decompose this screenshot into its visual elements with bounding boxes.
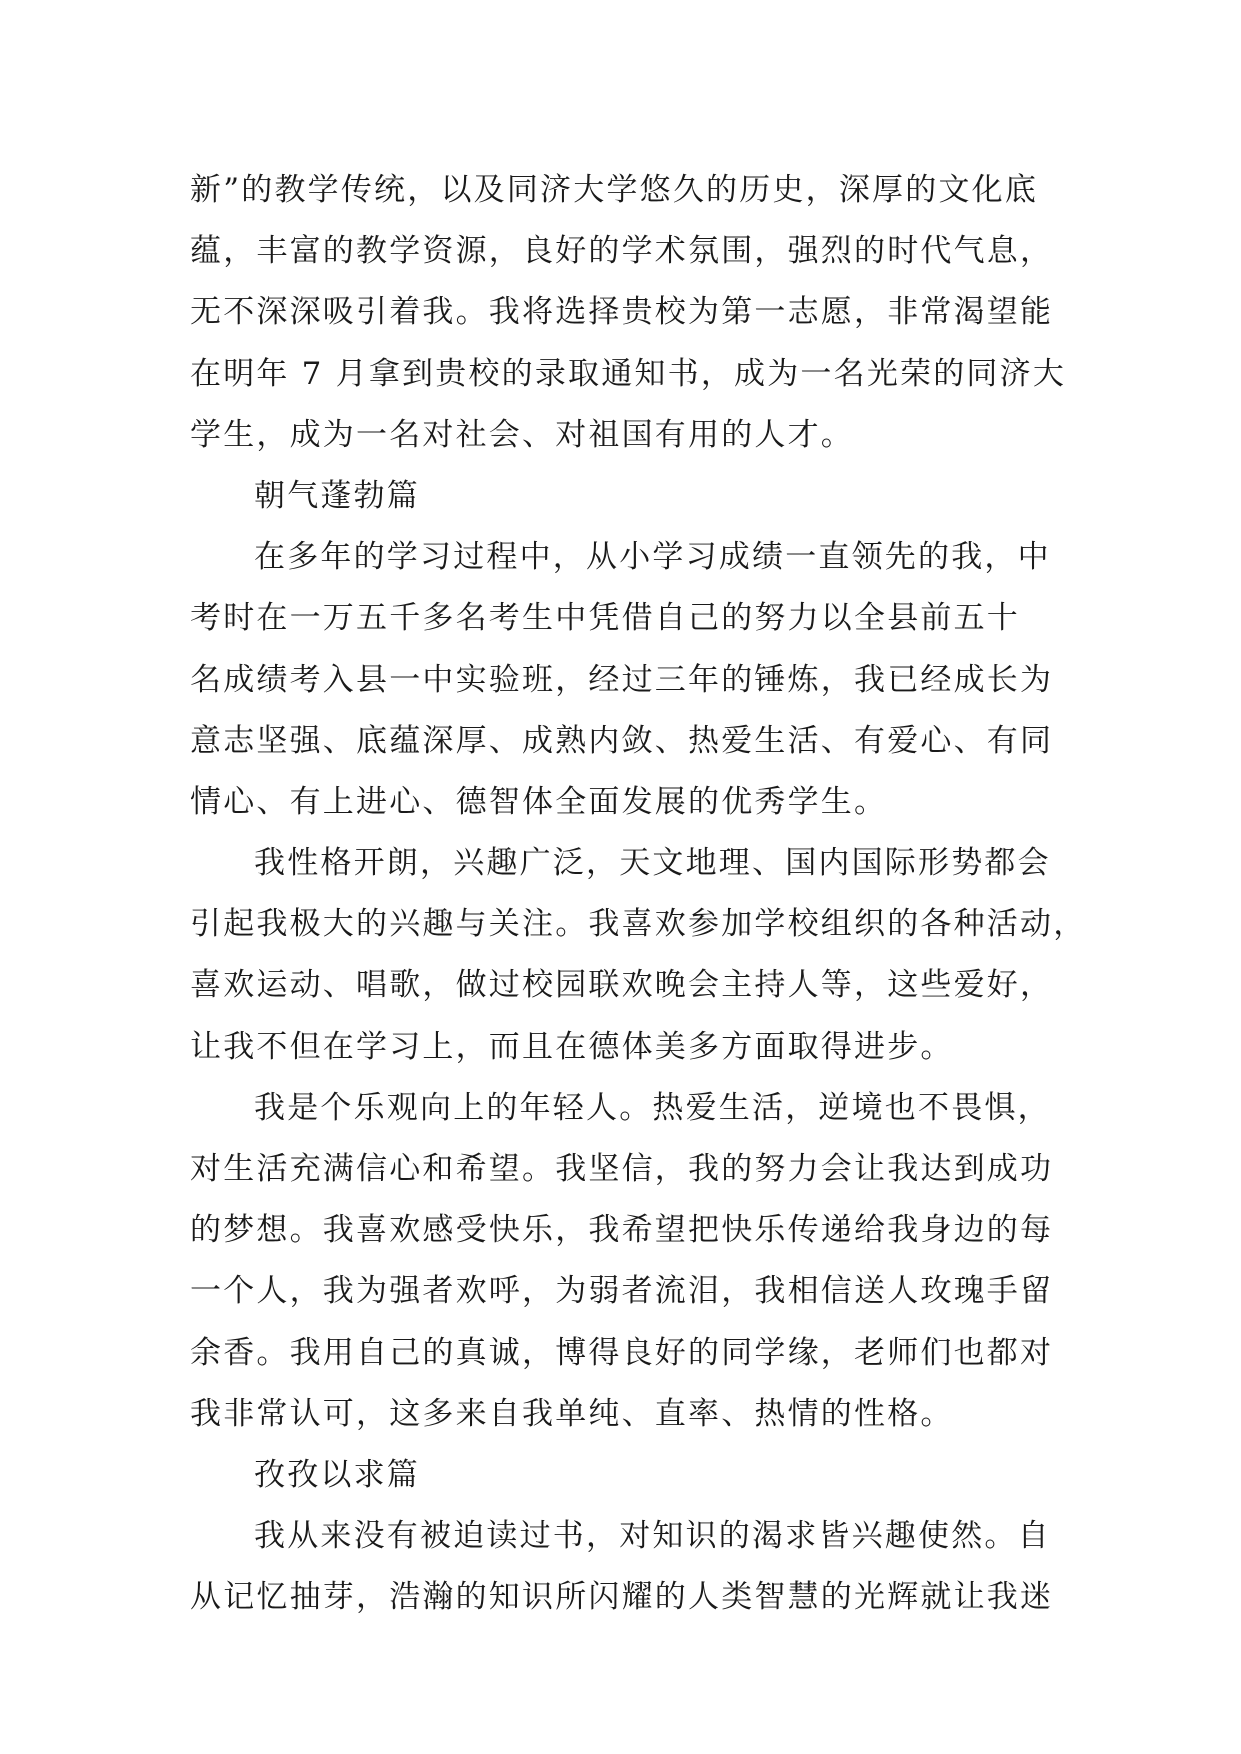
text-line: 朝气蓬勃篇 [254, 477, 420, 514]
text-line: 无不深深吸引着我。我将选择贵校为第一志愿，非常渴望能 [190, 294, 1054, 331]
text-line: 考时在一万五千多名考生中凭借自己的努力以全县前五十 [190, 600, 1020, 637]
text-line: 一个人，我为强者欢呼，为弱者流泪，我相信送人玫瑰手留 [190, 1273, 1054, 1310]
text-line: 名成绩考入县一中实验班，经过三年的锤炼，我已经成长为 [190, 661, 1054, 698]
text-line: 学生，成为一名对社会、对祖国有用的人才。 [190, 416, 854, 453]
text-line: 余香。我用自己的真诚，博得良好的同学缘，老师们也都对 [190, 1334, 1054, 1371]
text-line: 对生活充满信心和希望。我坚信，我的努力会让我达到成功 [190, 1151, 1054, 1187]
text-line: 意志坚强、底蕴深厚、成熟内敛、热爱生活、有爱心、有同 [190, 722, 1054, 759]
text-line: 我性格开朗，兴趣广泛，天文地理、国内国际形势都会 [254, 845, 1051, 882]
text-line: 我从来没有被迫读过书，对知识的渴求皆兴趣使然。自 [254, 1518, 1051, 1555]
text-line: 情心、有上进心、德智体全面发展的优秀学生。 [190, 783, 888, 820]
text-line: 我是个乐观向上的年轻人。热爱生活，逆境也不畏惧， [254, 1089, 1051, 1126]
text-line: 引起我极大的兴趣与关注。我喜欢参加学校组织的各种活动， [190, 906, 1087, 943]
text-line: 在多年的学习过程中，从小学习成绩一直领先的我，中 [254, 539, 1051, 576]
text-line: 我非常认可，这多来自我单纯、直率、热情的性格。 [190, 1395, 954, 1432]
text-line: 新”的教学传统，以及同济大学悠久的历史，深厚的文化底 [190, 172, 1039, 208]
text-line: 蕴，丰富的教学资源，良好的学术氛围，强烈的时代气息， [190, 233, 1054, 270]
text-line: 喜欢运动、唱歌，做过校园联欢晚会主持人等，这些爱好， [190, 967, 1054, 1004]
text-line: 孜孜以求篇 [254, 1456, 420, 1493]
text-line: 让我不但在学习上，而且在德体美多方面取得进步。 [190, 1028, 954, 1065]
text-line: 在明年 7 月拿到贵校的录取通知书，成为一名光荣的同济大 [190, 355, 1067, 392]
text-line: 从记忆抽芽，浩瀚的知识所闪耀的人类智慧的光辉就让我迷 [190, 1579, 1054, 1616]
text-line: 的梦想。我喜欢感受快乐，我希望把快乐传递给我身边的每 [190, 1212, 1054, 1249]
document-body [190, 160, 1087, 1629]
